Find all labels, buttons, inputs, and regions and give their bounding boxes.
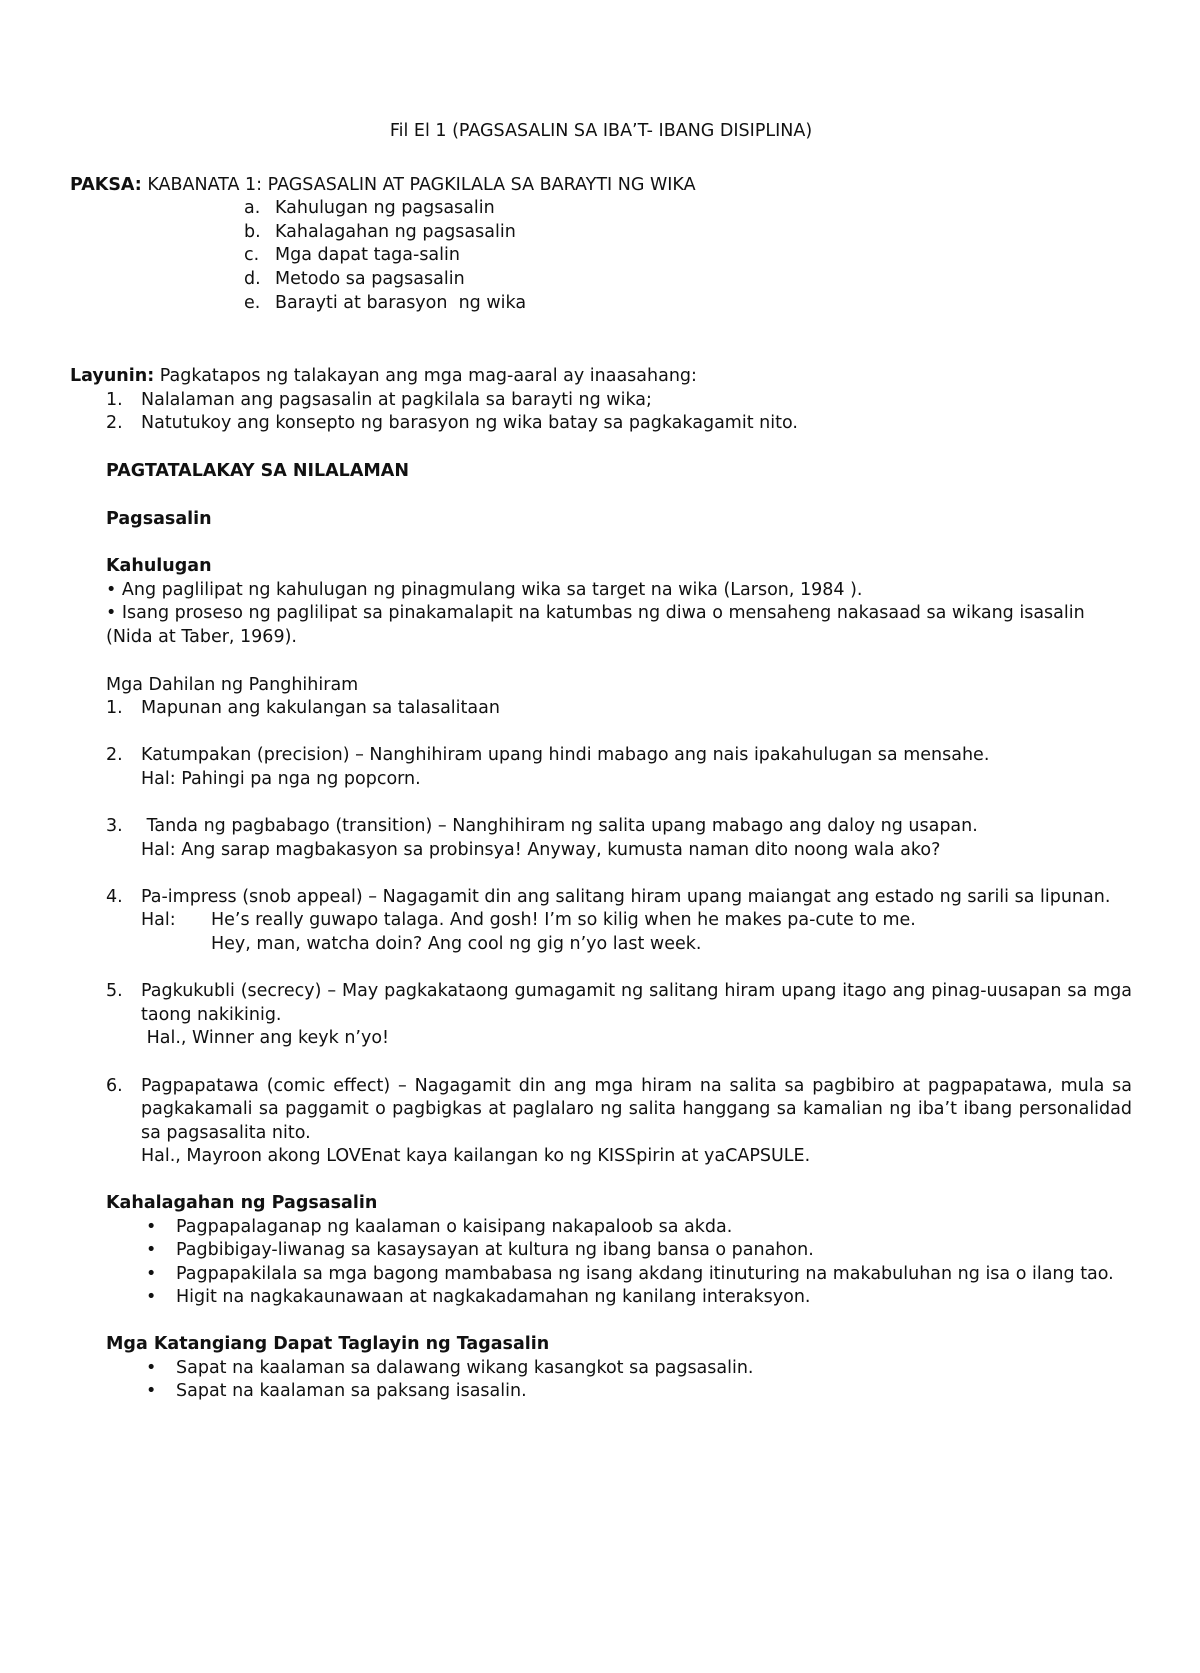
example-text: Hal., Winner ang keyk n’yo! [141, 1028, 390, 1049]
list-item-text: Barayti at barasyon ng wika [275, 292, 527, 313]
list-item [240, 244, 1132, 268]
pagsasalin-heading: Pagsasalin [106, 508, 212, 529]
bullet-marker: • [146, 1263, 157, 1284]
list-marker: c. [244, 245, 260, 266]
list-item [146, 1216, 1132, 1240]
paksa-list [70, 197, 1132, 315]
layunin-text: Pagkatapos ng talakayan ang mga mag-aaral ay inaasahang: [154, 366, 697, 387]
kahalagahan-heading: Kahalagahan ng Pagsasalin [106, 1192, 378, 1213]
example-row [141, 909, 1132, 933]
layunin-line [70, 365, 1132, 389]
list-item-text: Sapat na kaalaman sa paksang isasalin. [176, 1381, 527, 1402]
list-item-text: Higit na nagkakaunawaan at nagkakadamahan ng kanilang interaksyon. [176, 1287, 811, 1308]
layunin-list [70, 389, 1132, 436]
example-text: Hal: Ang sarap magbakasyon sa probinsya! Anyway, kumusta naman dito noong wala ako? [141, 839, 941, 860]
list-marker: 1. [106, 698, 123, 719]
list-item-text: Pagpapakilala sa mga bagong mambabasa ng isang akdang itinuturing na makabuluhan ng isa o ilang tao. [176, 1263, 1114, 1284]
list-marker: 2. [106, 413, 123, 434]
list-item [106, 815, 1132, 862]
list-item [240, 197, 1132, 221]
list-item-text: Tanda ng pagbabago (transition) – Nanghihiram ng salita upang mabago ang daloy ng usapan. [141, 816, 978, 837]
list-marker: d. [244, 268, 261, 289]
bullet-marker: • [146, 1287, 157, 1308]
list-item-text: Metodo sa pagsasalin [275, 268, 465, 289]
kahulugan-heading: Kahulugan [106, 556, 212, 577]
list-item [106, 697, 1132, 721]
example-text: He’s really guwapo talaga. And gosh! I’m so kilig when he makes pa-cute to me. [211, 910, 916, 931]
bullet-marker: • [146, 1240, 157, 1261]
section-heading: PAGTATALAKAY SA NILALAMAN [106, 460, 409, 481]
list-item-text: Pagkukubli (secrecy) – May pagkakataong gumagamit ng salitang hiram upang itago ang pinag-uusapan sa mga taong nakikinig. [141, 981, 1132, 1025]
bullet-marker: • [146, 1381, 157, 1402]
list-marker: 4. [106, 886, 123, 907]
list-item-text: Pagpapatawa (comic effect) – Nagagamit din ang mga hiram na salita sa pagbibiro at pagpapatawa, mula sa pagkakamali sa paggamit o pagbigkas at paglalaro ng salita hanggang sa kamalian ng iba’t ibang personalidad sa pagsasalita nito. [141, 1075, 1132, 1143]
list-marker: e. [244, 292, 261, 313]
list-item-text: Pa-impress (snob appeal) – Nagagamit din ang salitang hiram upang maiangat ang estado ng sarili sa lipunan. [141, 886, 1111, 907]
list-marker: 1. [106, 389, 123, 410]
katangian-list [70, 1357, 1132, 1404]
dahilan-list [70, 697, 1132, 1169]
bullet-marker: • [146, 1216, 157, 1237]
example-text: Hey, man, watcha doin? Ang cool ng gig n’yo last week. [211, 934, 702, 955]
list-item [146, 1357, 1132, 1381]
list-item-text: Sapat na kaalaman sa dalawang wikang kasangkot sa pagsasalin. [176, 1357, 754, 1378]
list-item [240, 268, 1132, 292]
list-item [146, 1286, 1132, 1310]
document-page [0, 120, 1200, 1673]
kahulugan-bullet: • Isang proseso ng paglilipat sa pinakamalapit na katumbas ng diwa o mensaheng nakasaad sa wikang isasalin (Nida at Taber, 1969). [106, 603, 1085, 647]
paksa-label: PAKSA: [70, 174, 142, 195]
list-item [146, 1263, 1132, 1287]
list-item [106, 412, 1132, 436]
list-item-text: Natutukoy ang konsepto ng barasyon ng wika batay sa pagkakagamit nito. [141, 413, 798, 434]
list-item-text: Pagpapalaganap ng kaalaman o kaisipang nakapaloob sa akda. [176, 1216, 733, 1237]
list-item-text: Kahulugan ng pagsasalin [275, 198, 495, 219]
list-item [106, 1075, 1132, 1169]
bullet-marker: • [146, 1357, 157, 1378]
list-item [240, 292, 1132, 316]
list-item [240, 221, 1132, 245]
list-item [146, 1239, 1132, 1263]
list-item-text: Mga dapat taga-salin [275, 245, 460, 266]
list-item-text: Kahalagahan ng pagsasalin [275, 221, 516, 242]
list-item [106, 980, 1132, 1051]
list-item [146, 1380, 1132, 1404]
list-marker: b. [244, 221, 261, 242]
list-item [106, 744, 1132, 791]
list-item-text: Mapunan ang kakulangan sa talasalitaan [141, 698, 500, 719]
list-item-text: Pagbibigay-liwanag sa kasaysayan at kultura ng ibang bansa o panahon. [176, 1240, 814, 1261]
example-text: Hal: Pahingi pa nga ng popcorn. [141, 768, 421, 789]
katangian-heading: Mga Katangiang Dapat Taglayin ng Tagasalin [106, 1333, 550, 1354]
kahalagahan-list [70, 1216, 1132, 1310]
dahilan-heading: Mga Dahilan ng Panghihiram [106, 674, 359, 695]
kahulugan-bullet: • Ang paglilipat ng kahulugan ng pinagmulang wika sa target na wika (Larson, 1984 ). [106, 579, 863, 600]
list-marker: a. [244, 198, 261, 219]
example-label: Hal: [141, 910, 176, 931]
list-item-text: Nalalaman ang pagsasalin at pagkilala sa barayti ng wika; [141, 389, 652, 410]
list-marker: 6. [106, 1075, 123, 1096]
list-item [106, 886, 1132, 957]
layunin-label: Layunin: [70, 366, 155, 387]
list-item-text: Katumpakan (precision) – Nanghihiram upang hindi mabago ang nais ipakahulugan sa mensahe. [141, 745, 990, 766]
list-item [106, 389, 1132, 413]
paksa-line [70, 174, 1132, 198]
list-marker: 5. [106, 981, 123, 1002]
example-text: Hal., Mayroon akong LOVEnat kaya kailangan ko ng KISSpirin at yaCAPSULE. [141, 1146, 811, 1167]
document-title: Fil El 1 (PAGSASALIN SA IBA’T- IBANG DISIPLINA) [389, 121, 813, 141]
list-marker: 2. [106, 745, 123, 766]
paksa-text: KABANATA 1: PAGSASALIN AT PAGKILALA SA BARAYTI NG WIKA [141, 174, 696, 195]
list-marker: 3. [106, 816, 123, 837]
